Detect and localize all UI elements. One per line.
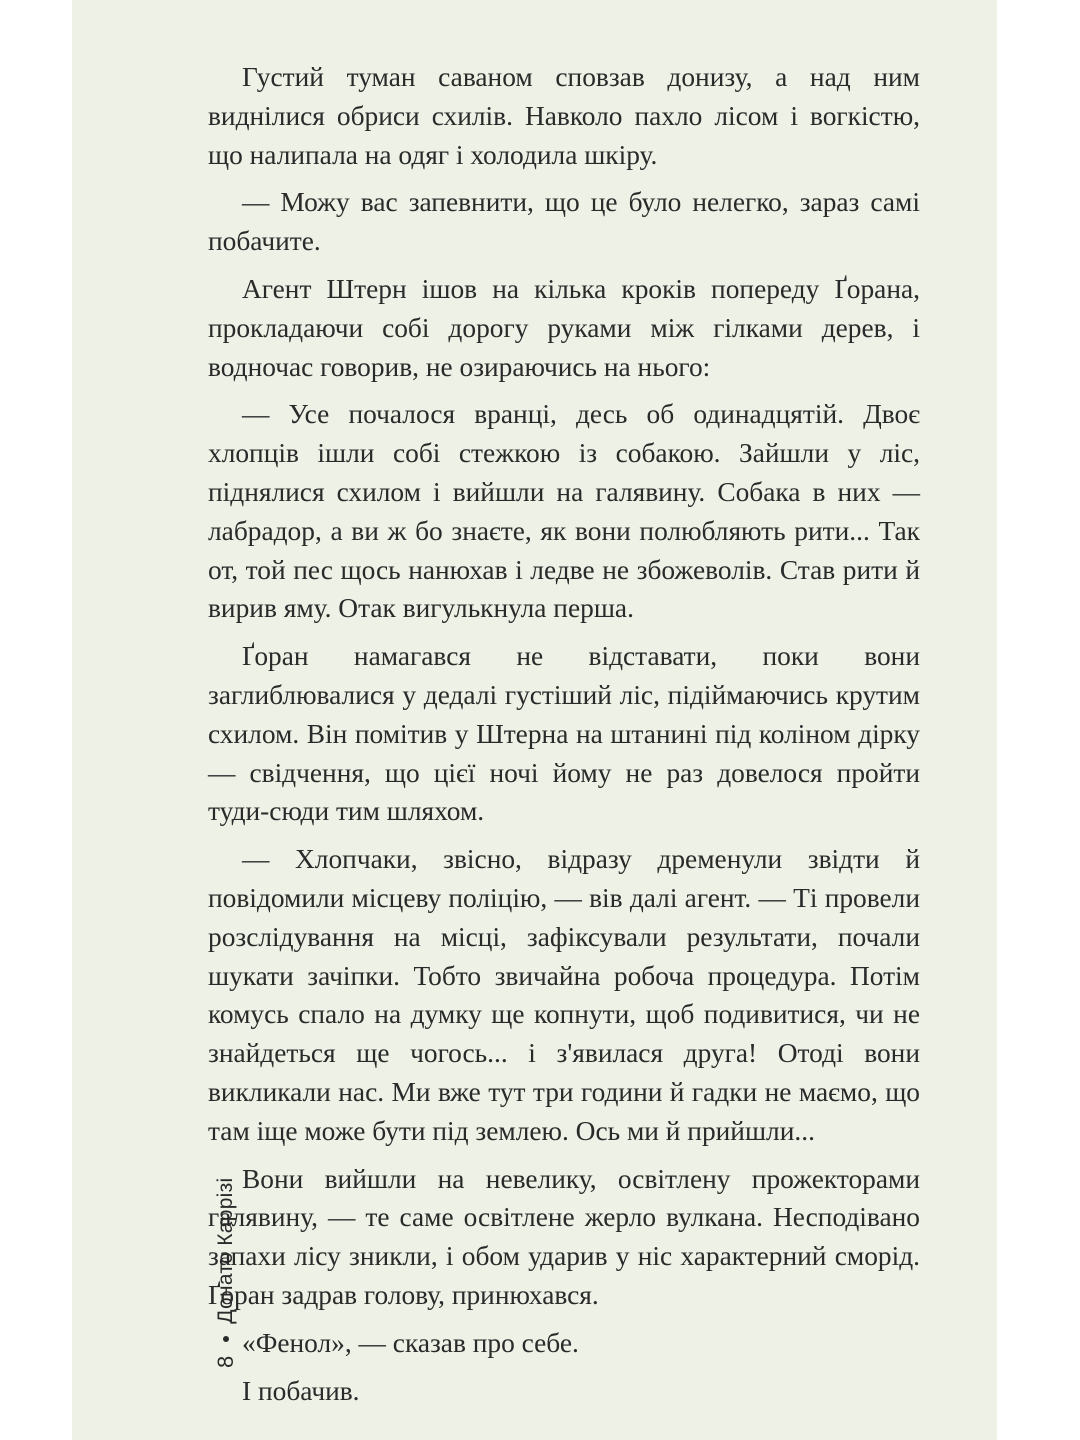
paragraph: Густий туман саваном сповзав донизу, а над ним виднілися обриси схилів. Навколо пахло лісом і вогкістю, що налипала на одяг і холодила шкіру. xyxy=(208,62,920,170)
paragraph: Ґоран намагався не відставати, поки вони заглиблювалися у дедалі густіший ліс, підіймаючись крутим схилом. Він помітив у Штерна на штанині під коліном дірку — свідчення, що цієї ночі йому не раз довелося пройти туди-сюди тим шляхом. xyxy=(208,641,920,827)
paragraph: Агент Штерн ішов на кілька кроків попереду Ґорана, прокладаючи собі дорогу руками між гілками дерев, і водночас говорив, не озираючись на нього: xyxy=(208,273,920,382)
book-page xyxy=(72,0,997,1440)
body-text xyxy=(208,58,920,1410)
paragraph: — Усе почалося вранці, десь об одинадцятій. Двоє хлопців ішли собі стежкою із собакою. Зайшли у ліс, піднялися схилом і вийшли на галявину. Собака в них — лабрадор, а ви ж бо знаєте, як вони полюбляють рити... Так от, той пес щось нанюхав і ледве не збожеволів. Став рити й вирив яму. Отак вигулькнула перша. xyxy=(208,399,920,624)
paragraph: — Хлопчаки, звісно, відразу дременули звідти й повідомили місцеву поліцію, — вів далі агент. — Ті провели розслідування на місці, зафіксували результати, почали шукати зачіпки. Тобто звичайна робоча процедура. Потім комусь спало на думку ще копнути, щоб подивитися, чи не знайдеться ще чогось... і з'явилася друга! Отоді вони викликали нас. Ми вже тут три години й гадки не маємо, що там іще може бути під землею. Ось ми й прийшли... xyxy=(208,844,920,1146)
paragraph: — Можу вас запевнити, що це було нелегко, зараз самі побачите. xyxy=(208,187,920,257)
running-head xyxy=(214,1177,238,1368)
author-name: Донато Каррізі xyxy=(214,1177,237,1324)
page-number: 8 xyxy=(213,1355,238,1368)
paragraph: «Фенол», — сказав про себе. xyxy=(242,1327,579,1358)
bullet-separator-icon xyxy=(223,1336,229,1342)
paragraph: Вони вийшли на невелику, освітлену прожекторами галявину, — те саме освітлене жерло вулкана. Несподівано запахи лісу зникли, і обом ударив у ніс характерний сморід. Ґоран задрав голову, принюхався. xyxy=(208,1163,920,1310)
paragraph: І побачив. xyxy=(242,1375,360,1406)
